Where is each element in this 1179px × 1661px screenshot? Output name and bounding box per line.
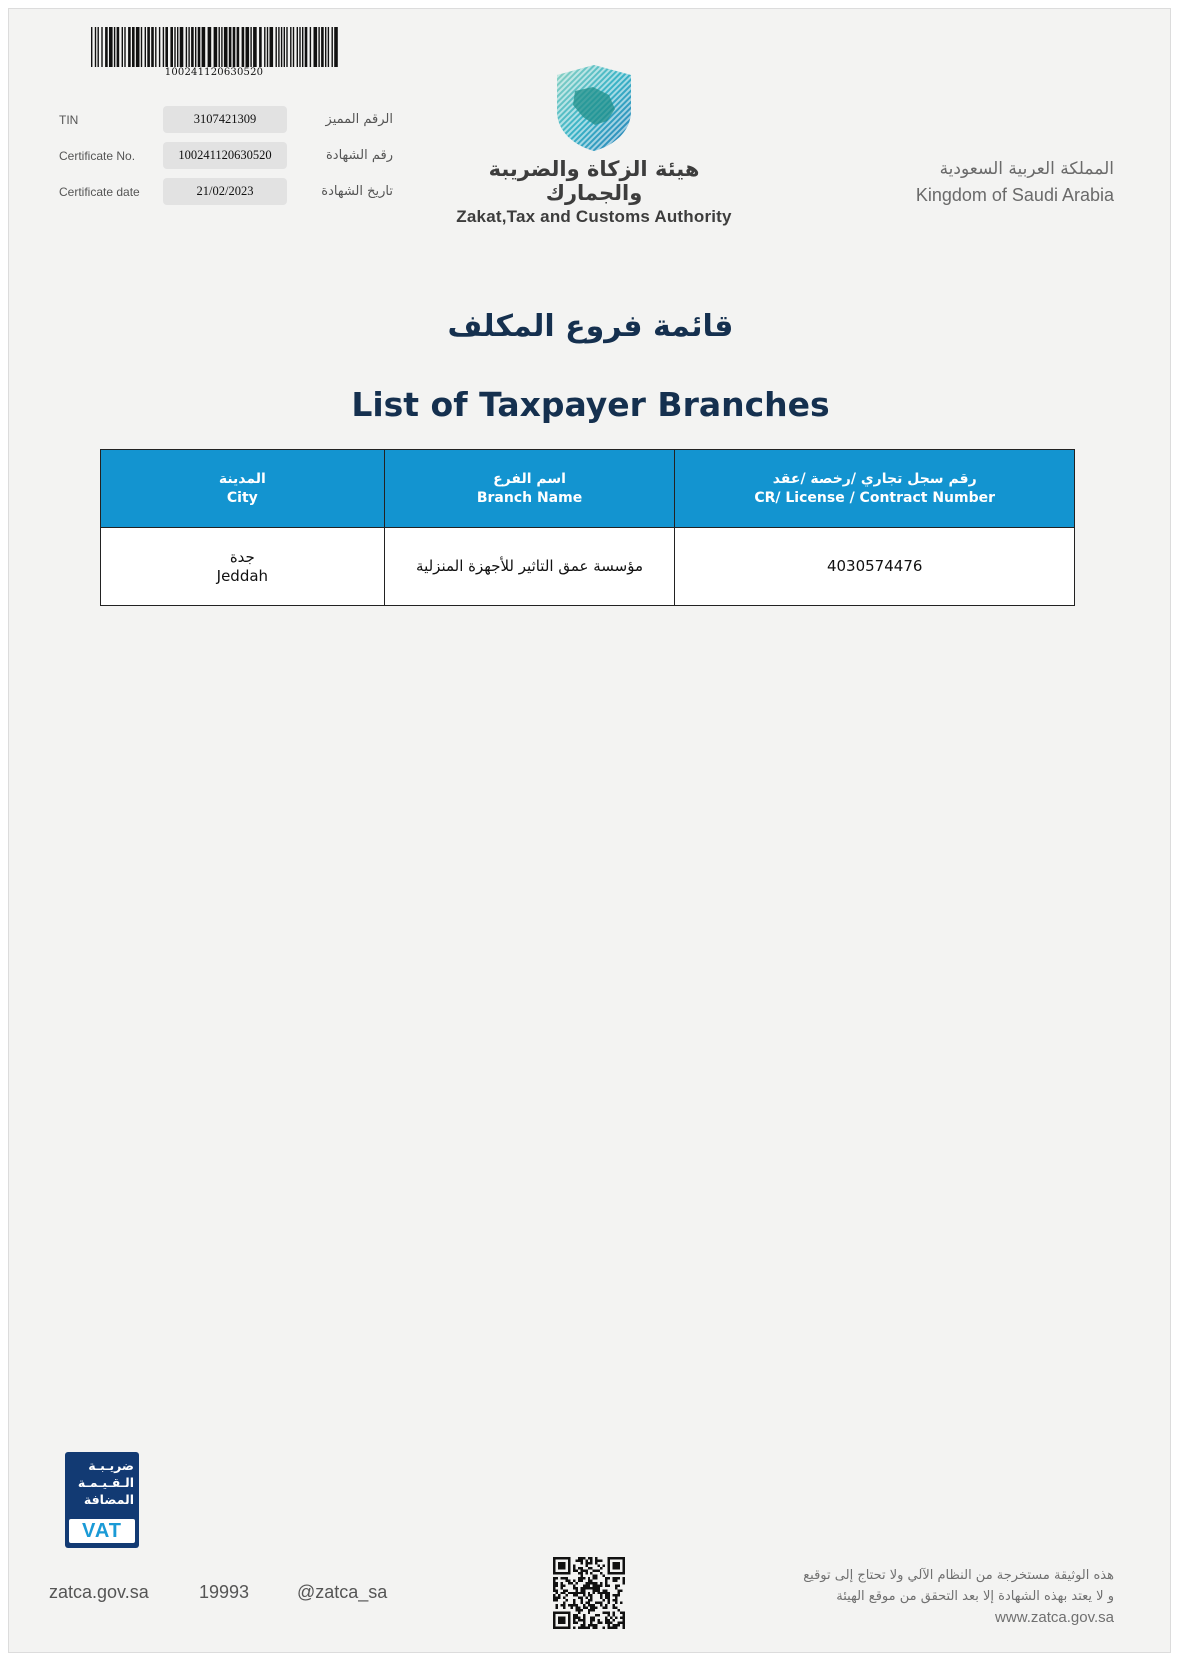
barcode-number: 100241120630520	[164, 67, 264, 78]
authority-name-ar: هيئة الزكاة والضريبة والجمارك	[488, 157, 700, 205]
footer-phone: 19993	[199, 1582, 250, 1602]
disclaimer-line-1: هذه الوثيقة مستخرجة من النظام الآلي ولا تحتاج إلى توقيع	[803, 1568, 1114, 1583]
certificate-date-label-ar: تاريخ الشهادة	[321, 184, 393, 199]
header-cr-number-ar: رقم سجل تجاري /رخصة /عقد	[772, 470, 977, 487]
info-row-certificate-date	[53, 177, 393, 213]
page-title-en: List of Taxpayer Branches	[351, 385, 830, 424]
certificate-page	[8, 8, 1171, 1653]
disclaimer-url[interactable]: www.zatca.gov.sa	[995, 1609, 1114, 1626]
disclaimer-line-2: و لا يعتد بهذه الشهادة إلا بعد التحقق من موقع الهيئة	[836, 1589, 1114, 1604]
info-row-certificate-no	[53, 141, 393, 177]
table-row	[101, 528, 1075, 606]
vat-badge-ar	[65, 1452, 139, 1508]
authority-name-en: Zakat,Tax and Customs Authority	[456, 207, 732, 226]
barcode	[89, 27, 339, 78]
barcode-bars	[89, 27, 339, 67]
certificate-no-value: 100241120630520	[163, 142, 287, 169]
vat-badge-en: VAT	[69, 1519, 135, 1543]
tin-label-en: TIN	[59, 113, 79, 127]
city-ar: جدة	[229, 547, 255, 566]
city-en: Jeddah	[216, 566, 269, 585]
certificate-date-value: 21/02/2023	[163, 178, 287, 205]
footer-disclaimer	[803, 1565, 1114, 1628]
info-row-tin	[53, 105, 393, 141]
cell-cr-number	[675, 528, 1075, 606]
header-city-ar: المدينة	[218, 470, 266, 487]
kingdom-name-ar: المملكة العربية السعودية	[939, 159, 1114, 179]
header-city	[101, 450, 385, 528]
cell-city	[101, 528, 385, 606]
certificate-info	[53, 105, 393, 213]
branch-name: مؤسسة عمق التاثير للأجهزة المنزلية	[416, 557, 644, 575]
tin-value: 3107421309	[163, 106, 287, 133]
vat-line-3: المضافة	[83, 1492, 134, 1507]
footer-website[interactable]: zatca.gov.sa	[49, 1582, 149, 1602]
vat-line-2: الـقـيـمـة	[77, 1475, 134, 1490]
footer-social[interactable]: @zatca_sa	[297, 1582, 388, 1602]
tin-label-ar: الرقم المميز	[325, 112, 393, 127]
zatca-logo-icon	[549, 61, 639, 153]
kingdom-name-en: Kingdom of Saudi Arabia	[915, 185, 1114, 205]
vat-line-1: ضريـبـة	[88, 1458, 134, 1473]
header-cr-number	[675, 450, 1075, 528]
header-city-en: City	[226, 489, 258, 506]
table-header-row	[101, 450, 1075, 528]
kingdom-header	[916, 159, 1114, 206]
certificate-no-label-en: Certificate No.	[59, 149, 136, 163]
qr-code-icon	[553, 1557, 625, 1629]
cell-branch-name	[384, 528, 675, 606]
cr-number: 4030574476	[826, 557, 923, 575]
certificate-date-label-en: Certificate date	[59, 185, 140, 199]
page-title-ar: قائمة فروع المكلف	[447, 309, 734, 344]
certificate-no-label-ar: رقم الشهادة	[326, 148, 393, 163]
header-branch-name-ar: اسم الفرع	[493, 470, 566, 487]
branches-table	[100, 449, 1075, 606]
authority-header	[439, 61, 749, 227]
vat-badge	[65, 1452, 139, 1548]
header-cr-number-en: CR/ License / Contract Number	[754, 489, 996, 506]
header-branch-name	[384, 450, 675, 528]
header-branch-name-en: Branch Name	[476, 489, 583, 506]
